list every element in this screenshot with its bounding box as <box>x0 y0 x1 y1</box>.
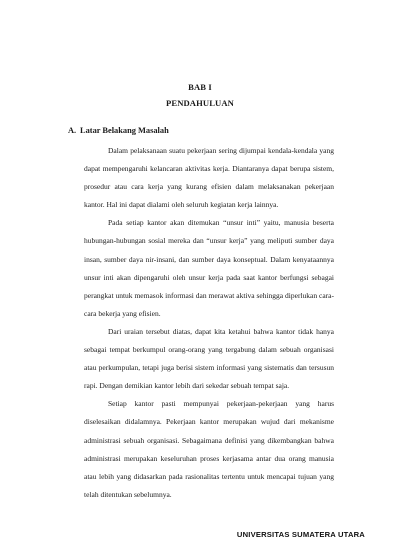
chapter-title: PENDAHULUAN <box>166 98 234 108</box>
body-text <box>84 142 334 504</box>
section-marker: A. <box>68 126 77 135</box>
paragraph: Dari uraian tersebut diatas, dapat kita ketahui bahwa kantor tidak hanya sebagai tempat berkumpul orang-orang yang tergabung dalam sebuah organisasi atau perkumpulan, tetapi juga berisi sistem informasi yang sistematis dan tersusun rapi. Dengan demikian kantor lebih dari sekedar sebuah tempat saja. <box>84 326 334 391</box>
chapter-label: BAB I <box>188 82 212 92</box>
institution-footer: UNIVERSITAS SUMATERA UTARA <box>236 530 365 539</box>
paragraph: Setiap kantor pasti mempunyai pekerjaan-pekerjaan yang harus diselesaikan didalamnya. Pekerjaan kantor merupakan wujud dari mekanisme administrasi sebuah organisasi. Sebagaimana definisi yang dikembangkan bahwa administrasi merupakan keseluruhan proses kerjasama antar dua orang manusia atau lebih yang didasarkan pada rasionalitas tertentu untuk mencapai tujuan yang telah ditentukan sebelumnya. <box>84 399 334 499</box>
section-heading <box>68 126 169 135</box>
section-title: Latar Belakang Masalah <box>80 126 169 135</box>
paragraph: Dalam pelaksanaan suatu pekerjaan sering dijumpai kendala-kendala yang dapat mempengaruhi kelancaran aktivitas kerja. Diantaranya dapat berupa sistem, prosedur atau cara kerja yang kurang efisien dalam melaksanakan pekerjaan kantor. Hal ini dapat dialami oleh seluruh kegiatan kerja lainnya. <box>84 146 334 210</box>
paragraph: Pada setiap kantor akan ditemukan “unsur inti” yaitu, manusia beserta hubungan-hubungan sosial mereka dan “unsur kerja” yang meliputi sumber daya insan, sumber daya nir-insani, dan sumber daya konseptual. Dalam kenyataannya unsur inti akan dipengaruhi oleh unsur kerja pada saat kantor berfungsi sebagai perangkat untuk memasok informasi dan merawat aktiva sehingga diperlukan cara-cara bekerja yang efisien. <box>84 218 334 318</box>
